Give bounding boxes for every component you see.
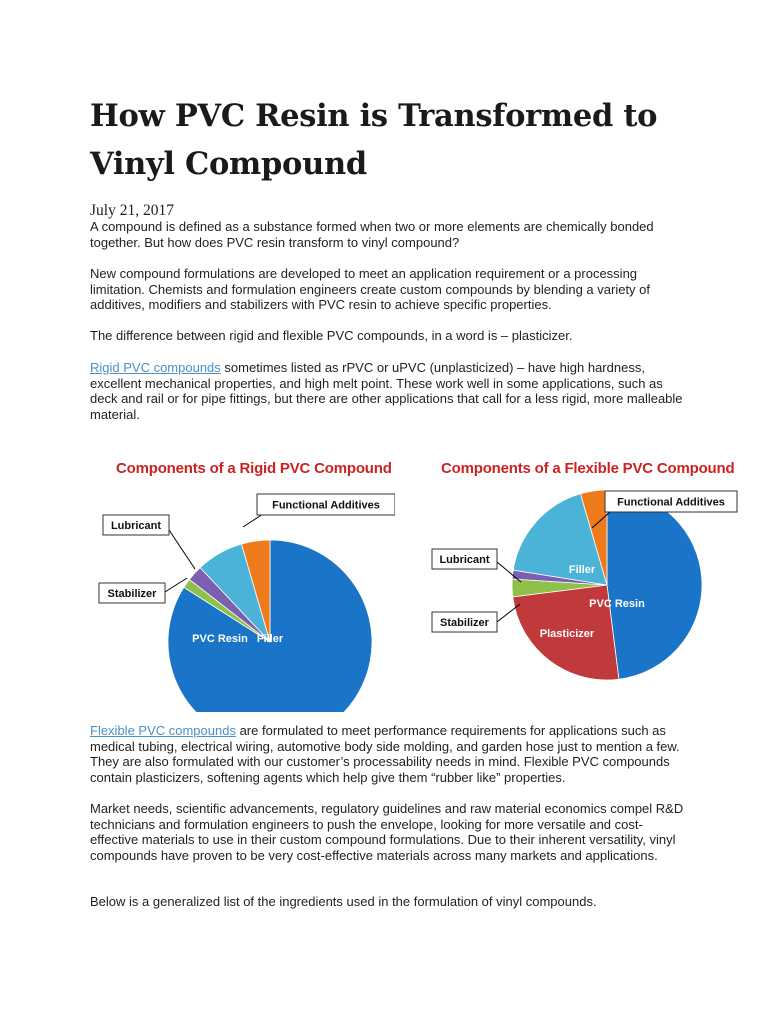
rigid-pie-chart xyxy=(95,452,395,712)
page-title: How PVC Resin is Transformed to Vinyl Compound xyxy=(90,98,658,182)
callout-label-functional-additives: Functional Additives xyxy=(617,496,725,509)
slice-label-filler: Filler xyxy=(568,564,596,576)
flexible-pie-chart xyxy=(425,452,745,712)
slice-label-filler: Filler xyxy=(256,633,284,645)
rigid-pvc-link[interactable]: Rigid PVC compounds xyxy=(90,360,221,375)
callout-label-stabilizer: Stabilizer xyxy=(107,588,157,600)
publish-date: July 21, 2017 xyxy=(90,202,174,219)
slice-label-pvc-resin: PVC Resin xyxy=(192,633,248,645)
flexible-pvc-text: are formulated to meet performance requirements for applications such as medical tubing, electrical wiring, automotive body side molding, and garden hose just to mention a few. They are also formulated with our customer’s processability needs in mind. Flexible PVC compounds contain plasticizers, softening agents which help give them “rubber like” properties. xyxy=(90,723,680,786)
pie-slice-pvc-resin xyxy=(607,490,702,679)
paragraph-difference: The difference between rigid and flexible PVC compounds, in a word is – plasticizer. xyxy=(90,328,573,343)
flexible-chart-title: Components of a Flexible PVC Compound xyxy=(441,460,735,477)
paragraph-intro: A compound is defined as a substance formed when two or more elements are chemically bonded together. But how does PVC resin transform to vinyl compound? xyxy=(90,219,654,250)
slice-label-plasticizer: Plasticizer xyxy=(539,628,595,640)
callout-line-functional-additives xyxy=(243,514,263,527)
callout-line-lubricant xyxy=(169,530,195,569)
paragraph-formulations: New compound formulations are developed to meet an application requirement or a processing limitation. Chemists and formulation engineers create custom compounds by blending a variety of additives, modifiers and stabilizers with PVC resin to achieve specific properties. xyxy=(90,266,651,313)
callout-label-lubricant: Lubricant xyxy=(439,554,490,566)
callout-label-lubricant: Lubricant xyxy=(110,520,162,532)
paragraph-market: Market needs, scientific advancements, regulatory guidelines and raw material economics compel R&D technicians and formulation engineers to push the envelope, looking for more versatile and cost-effective materials to use in their custom compound formulations. Due to their inherent versatility, vinyl compounds have proven to be very cost-effective materials across many markets and applications. xyxy=(90,801,684,864)
callout-label-stabilizer: Stabilizer xyxy=(440,617,489,629)
paragraph-flexible xyxy=(90,723,690,786)
slice-label-pvc-resin: PVC Resin xyxy=(589,598,645,610)
rigid-pie-svg xyxy=(95,452,395,712)
rigid-pvc-text: sometimes listed as rPVC or uPVC (unplasticized) – have high hardness, excellent mechanical properties, and high melt point. These work well in some applications, such as deck and rail or for pipe fittings, but there are other applications that call for a less rigid, more malleable material. xyxy=(90,360,683,423)
flexible-pie-svg xyxy=(425,452,745,712)
rigid-chart-title: Components of a Rigid PVC Compound xyxy=(116,460,392,477)
paragraph-rigid xyxy=(90,360,690,423)
callout-label-functional-additives: Functional Additives xyxy=(272,499,380,512)
paragraph-ingredients: Below is a generalized list of the ingredients used in the formulation of vinyl compounds. xyxy=(90,894,597,909)
flexible-pvc-link[interactable]: Flexible PVC compounds xyxy=(90,723,236,738)
